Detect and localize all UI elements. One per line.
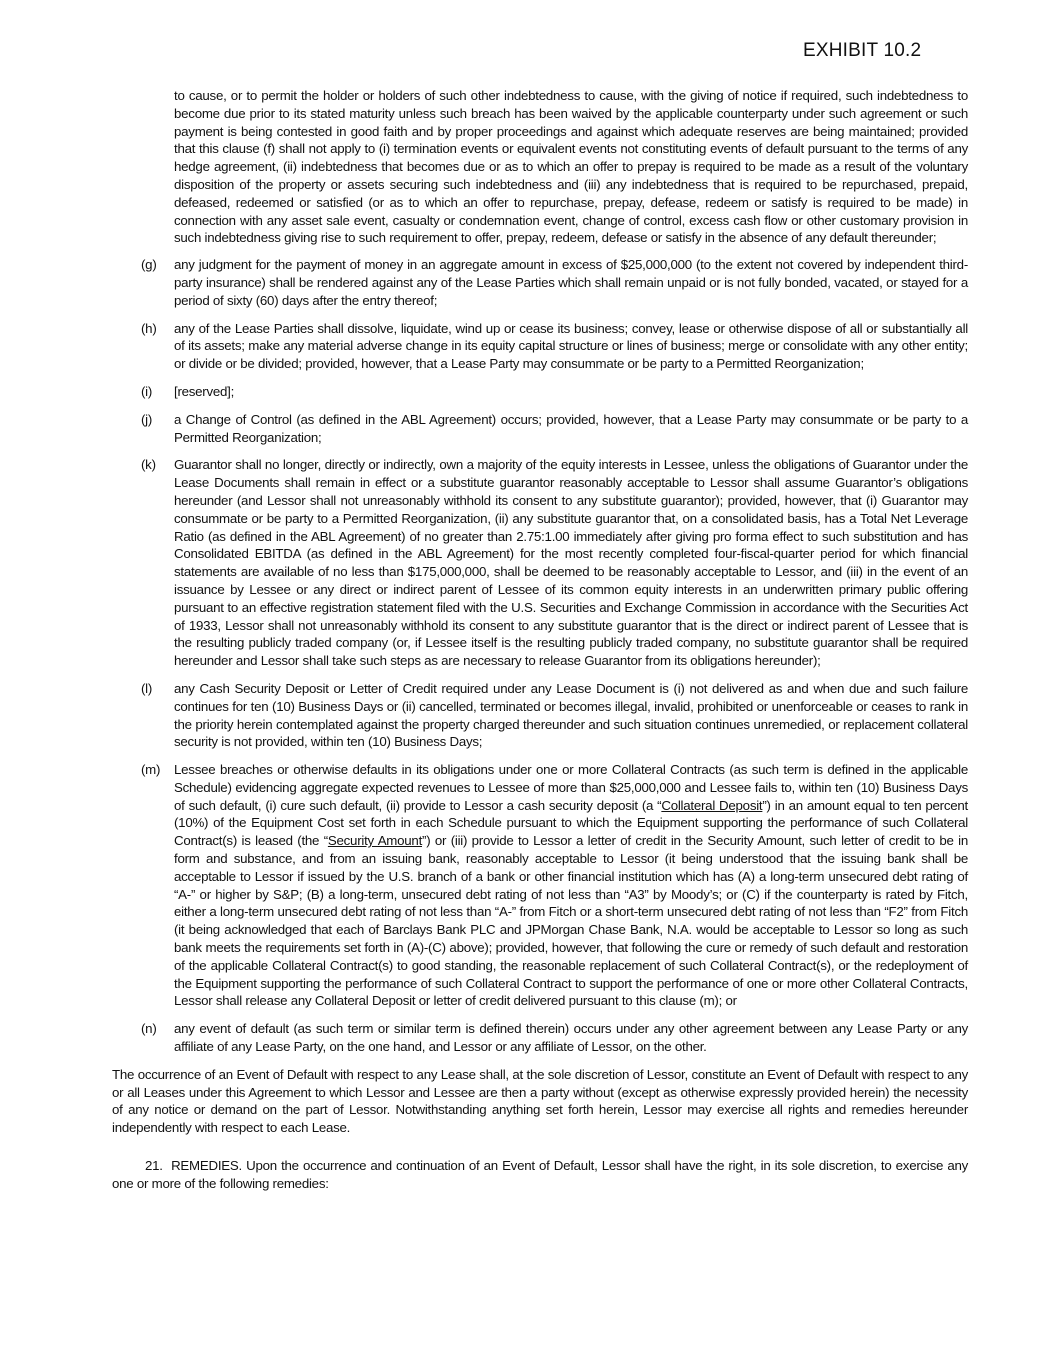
clause-label: (j) [141, 411, 153, 427]
event-of-default-paragraph: The occurrence of an Event of Default with respect to any Lease shall, at the sole discretion of Lessor, constitute an Event of Default with respect to any or all Leases under this Agreement to which Lessor and Lessee are then a party without (except as otherwise expressly provided herein) the necessity of any notice or demand on the part of Lessor. Notwithstanding anything set forth herein, Lessor may exercise all rights and remedies hereunder independently with respect to each Lease. [112, 1066, 968, 1136]
defined-term-collateral-deposit: Collateral Deposit [661, 797, 763, 813]
clause-text-part: ”) or (iii) provide to Lessor a letter of credit in the Security Amount, such letter of credit to be in form and substance, and from an issuing bank, reasonably acceptable to Lessor (it being understood that the issuing bank shall be acceptable to Lessor if issued by the U.S. branch of a bank or other financial institution which has (A) a long-term unsecured debt rating of “A-” or higher by S&P; (B) a long-term, unsecured debt rating of not less than “A3” by Moody’s; or (C) if the counterparty is rated by Fitch, either a long-term unsecured debt rating of not less than “A-” from Fitch or a short-term unsecured debt rating of not less than “F2” from Fitch (it being acknowledged that each of Barclays Bank PLC and JPMorgan Chase Bank, N.A. would be acceptable to Lessor so long as such bank meets the requirements set forth in (A)-(C) above); provided, however, that following the cure or remedy of such default and restoration of the applicable Collateral Contract(s) to good standing, the reasonable replacement of such Collateral Contract(s), or the redeployment of the Equipment supporting the performance of such Collateral Contract to support the performance of one or more other Collateral Contracts, Lessor shall release any Collateral Deposit or letter of credit delivered pursuant to this clause (m); or [174, 833, 968, 1009]
clause-i [112, 383, 968, 401]
section-heading: REMEDIES [171, 1158, 239, 1174]
clause-l [112, 680, 968, 751]
clause-f-continuation: to cause, or to permit the holder or holders of such other indebtedness to cause, with the giving of notice if required, such indebtedness to become due prior to its stated maturity unless such breach has been waived by the applicable counterparty under such agreement or such payment is being contested in good faith and by proper proceedings and against which adequate reserves are being maintained; provided that this clause (f) shall not apply to (i) termination events or equivalent events not constituting events of default pursuant to the terms of any hedge agreement, (ii) indebtedness that becomes due or as to which an offer to prepay is required to be made as a result of the voluntary disposition of the property or assets securing such indebtedness and (iii) any indebtedness that is required to be repurchased, prepaid, defeased, redeemed or satisfied (or as to which an offer to repurchase, prepay, defease, redeem or satisfy is required to be made) in connection with any asset sale event, casualty or condemnation event, change of control, excess cash flow or other customary provision in such indebtedness giving rise to such requirement to offer, prepay, redeem, defease or satisfy in the absence of any default thereunder; [174, 88, 968, 246]
section-number: 21. [145, 1158, 163, 1174]
exhibit-label: EXHIBIT 10.2 [803, 40, 922, 61]
clause-text: any of the Lease Parties shall dissolve, liquidate, wind up or cease its business; convey, lease or otherwise dispose of all or substantially all of its assets; make any material adverse change in its equity capital structure or lines of business; merge or consolidate with any other entity; or divide or be divided; provided, however, that a Lease Party may consummate or be party to a Permitted Reorganization; [174, 320, 968, 372]
clause-text [174, 761, 968, 1010]
clause-label: (i) [141, 383, 153, 399]
clause-text: any judgment for the payment of money in an aggregate amount in excess of $25,000,000 (to the extent not covered by independent third-party insurance) shall be rendered against any of the Lease Parties which shall remain unpaid or is not fully bonded, vacated, or stayed for a period of sixty (60) days after the entry thereof; [174, 257, 968, 308]
clause-text: any Cash Security Deposit or Letter of Credit required under any Lease Document is (i) not delivered as and when due and such failure continues for ten (10) Business Days or (ii) cancelled, terminated or becomes illegal, invalid, prohibited or unenforceable or ceases to rank in the priority herein contemplated against the property charged thereunder and such situation continues unremedied, or replacement collateral security is not provided, within ten (10) Business Days; [174, 680, 968, 750]
clause-text-part: Lessee breaches or otherwise defaults in its obligations under one or more Collateral Contracts (as such term is defined in the applicable Schedule) evidencing aggregate expected revenues to Lessee of more than $25,000,000 and Lessee fails to, within ten (10) Business Days of such default, (i) cure such default, (ii) provide to Lessor a cash security deposit (a “ [174, 762, 968, 813]
clause-label: (l) [141, 680, 153, 696]
clause-label: (n) [141, 1021, 157, 1037]
clause-text-part: ”) in an amount equal to ten percent (10%) of the Equipment Cost set forth in each Schedule pursuant to which the Equipment supporting the performance of such Collateral Contract(s) is leased (the “ [174, 797, 968, 849]
section-text: . Upon the occurrence and continuation of an Event of Default, Lessor shall have the right, in its sole discretion, to exercise any one or more of the following remedies: [112, 1158, 969, 1191]
clause-m [112, 761, 968, 1010]
clause-h [112, 320, 968, 373]
clause-g [112, 256, 968, 309]
clause-label: (k) [141, 457, 156, 473]
clause-label: (h) [141, 320, 157, 336]
clause-text: a Change of Control (as defined in the ABL Agreement) occurs; provided, however, that a Lease Party may consummate or be party to a Permitted Reorganization; [174, 411, 968, 445]
section-21-remedies [112, 1157, 968, 1193]
clause-label: (g) [141, 257, 157, 273]
clause-text: [reserved]; [174, 383, 235, 399]
document-body [112, 87, 968, 1193]
clause-j [112, 411, 968, 447]
clause-k [112, 456, 968, 670]
defined-term-security-amount: Security Amount [327, 833, 423, 849]
clause-label: (m) [141, 762, 161, 778]
clause-n [112, 1020, 968, 1056]
clause-text: Guarantor shall no longer, directly or indirectly, own a majority of the equity interests in Lessee, unless the obligations of Guarantor under the Lease Documents shall remain in effect or a substitute guarantor reasonably acceptable to Lessor shall assume Guarantor’s obligations hereunder (and Lessor shall not unreasonably withhold its consent to any substitute guarantor); provided, however, that (i) Guarantor may consummate or be party to a Permitted Reorganization, (ii) any substitute guarantor that, on a consolidated basis, has a Total Net Leverage Ratio (as defined in the ABL Agreement) of no greater than 2.75:1.00 immediately after giving pro forma effect to such substitution and has Consolidated EBITDA (as defined in the ABL Agreement) for the most recently completed four-fiscal-quarter period for which financial statements are available of no less than $175,000,000, shall be deemed to be reasonably acceptable to Lessor, and (iii) in the event of an issuance by Lessee or any direct or indirect parent of Lessee of its common equity interests in an underwritten primary public offering pursuant to an effective registration statement filed with the U.S. Securities and Exchange Commission in accordance with the Securities Act of 1933, Lessor shall not unreasonably withhold its consent to any substitute guarantor that is the direct or indirect parent of Lessee that is the resulting publicly traded company (or, if Lessee itself is the resulting publicly traded company, no substitute guarantor shall be required hereunder and Lessor shall take such steps as are necessary to release Guarantor from its obligations hereunder); [174, 457, 968, 669]
clause-text: any event of default (as such term or similar term is defined therein) occurs under any other agreement between any Lease Party or any affiliate of any Lease Party, on the one hand, and Lessor or any affiliate of Lessor, on the other. [174, 1021, 968, 1055]
